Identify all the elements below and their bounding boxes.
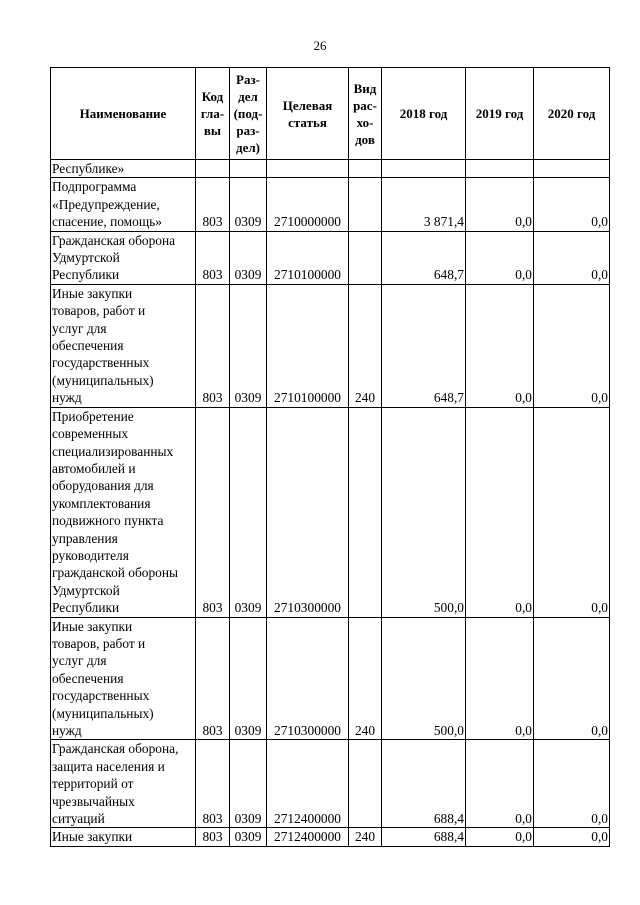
row-value-2020: 0,0 (534, 828, 610, 846)
text-line: Иные закупки (52, 285, 133, 301)
row-name (51, 828, 196, 846)
row-section (230, 160, 267, 178)
row-chapter-code: 803 (196, 231, 230, 284)
text-line: защита населения и (52, 758, 165, 774)
text-line: специализированных (52, 443, 174, 459)
text-line: (под- (233, 106, 263, 121)
text-line: Удмуртской (52, 582, 120, 598)
text-line: государственных (52, 355, 150, 371)
text-line: Код (201, 89, 224, 104)
row-value-2019 (466, 160, 534, 178)
row-chapter-code (196, 160, 230, 178)
text-line: Приобретение (52, 408, 134, 424)
row-expense-type: 240 (349, 284, 382, 407)
row-expense-type (349, 160, 382, 178)
text-line: Раз- (236, 72, 260, 87)
text-line: автомобилей и (52, 460, 136, 476)
row-name (51, 178, 196, 231)
row-target-article: 2710000000 (267, 178, 349, 231)
row-chapter-code: 803 (196, 284, 230, 407)
row-section: 0309 (230, 231, 267, 284)
row-value-2020 (534, 160, 610, 178)
header-row (51, 68, 610, 160)
table-row (51, 160, 610, 178)
row-target-article: 2712400000 (267, 828, 349, 846)
row-section: 0309 (230, 617, 267, 740)
text-line: вы (203, 123, 222, 138)
table-row (51, 178, 610, 231)
row-chapter-code: 803 (196, 617, 230, 740)
row-target-article: 2712400000 (267, 740, 349, 828)
header-section (230, 68, 267, 160)
table-row (51, 231, 610, 284)
text-line: Республики (52, 267, 120, 283)
table-row (51, 284, 610, 407)
header-2020 (534, 68, 610, 160)
row-value-2020: 0,0 (534, 740, 610, 828)
row-section: 0309 (230, 178, 267, 231)
text-line: гражданской обороны (52, 565, 179, 581)
text-line: руководителя (52, 547, 129, 563)
text-line: современных (52, 426, 129, 442)
row-chapter-code: 803 (196, 407, 230, 617)
text-line: Целевая (282, 97, 333, 113)
row-name (51, 284, 196, 407)
row-chapter-code: 803 (196, 178, 230, 231)
text-line: дел) (236, 140, 260, 155)
row-name (51, 617, 196, 740)
text-line: товаров, работ и (52, 635, 146, 651)
text-line: оборудования для (52, 478, 154, 494)
text-line: обеспечения (52, 338, 124, 354)
row-target-article: 2710100000 (267, 284, 349, 407)
row-target-article: 2710100000 (267, 231, 349, 284)
text-line: Наименование (79, 106, 167, 121)
text-line: Подпрограмма (52, 179, 137, 195)
table-row (51, 617, 610, 740)
text-line: укомплектования (52, 495, 151, 511)
text-line: обеспечения (52, 670, 124, 686)
row-name (51, 231, 196, 284)
text-line: Иные закупки (52, 618, 133, 634)
row-value-2019: 0,0 (466, 231, 534, 284)
row-value-2018: 688,4 (382, 828, 466, 846)
header-chapter-code (196, 68, 230, 160)
page-number: 26 (313, 38, 327, 53)
text-line: раз- (236, 123, 260, 138)
row-value-2018 (382, 160, 466, 178)
budget-table (50, 67, 610, 847)
text-line: управления (52, 530, 118, 546)
text-line: хо- (356, 114, 374, 130)
row-expense-type (349, 407, 382, 617)
table-row (51, 407, 610, 617)
text-line: (муниципальных) (52, 705, 154, 721)
header-name (51, 68, 196, 160)
row-section: 0309 (230, 740, 267, 828)
text-line: 2020 год (547, 106, 596, 121)
row-value-2020: 0,0 (534, 231, 610, 284)
row-expense-type: 240 (349, 828, 382, 846)
text-line: Республике» (52, 161, 125, 176)
text-line: Вид (353, 80, 377, 96)
row-target-article: 2710300000 (267, 617, 349, 740)
header-2018 (382, 68, 466, 160)
text-line: территорий от (52, 776, 134, 792)
row-expense-type (349, 178, 382, 231)
text-line: (муниципальных) (52, 372, 154, 388)
text-line: услуг для (52, 653, 107, 669)
text-line: Иные закупки (52, 829, 133, 845)
text-line: Удмуртской (52, 250, 120, 266)
row-expense-type (349, 740, 382, 828)
row-value-2019: 0,0 (466, 828, 534, 846)
text-line: дов (355, 131, 375, 147)
row-value-2019: 0,0 (466, 407, 534, 617)
row-value-2018: 648,7 (382, 284, 466, 407)
table-row (51, 828, 610, 846)
text-line: дел (238, 89, 258, 104)
row-value-2019: 0,0 (466, 740, 534, 828)
row-value-2020: 0,0 (534, 407, 610, 617)
text-line: Республики (52, 600, 120, 616)
text-line: чрезвычайных (52, 793, 135, 809)
row-value-2018: 500,0 (382, 617, 466, 740)
row-expense-type (349, 231, 382, 284)
text-line: 2018 год (399, 106, 448, 121)
text-line: Гражданская оборона (52, 232, 176, 248)
header-target-article (267, 68, 349, 160)
row-chapter-code: 803 (196, 740, 230, 828)
row-value-2018: 500,0 (382, 407, 466, 617)
row-name (51, 160, 196, 178)
text-line: спасение, помощь» (52, 214, 162, 230)
row-value-2019: 0,0 (466, 617, 534, 740)
row-section: 0309 (230, 407, 267, 617)
text-line: ситуаций (52, 811, 105, 827)
row-value-2018: 3 871,4 (382, 178, 466, 231)
text-line: гла- (200, 106, 225, 121)
row-section: 0309 (230, 284, 267, 407)
row-value-2019: 0,0 (466, 284, 534, 407)
row-value-2019: 0,0 (466, 178, 534, 231)
row-value-2018: 688,4 (382, 740, 466, 828)
text-line: нужд (52, 390, 82, 406)
text-line: «Предупреждение, (52, 196, 160, 212)
header-2019 (466, 68, 534, 160)
text-line: государственных (52, 688, 150, 704)
text-line: подвижного пункта (52, 513, 164, 529)
text-line: услуг для (52, 320, 107, 336)
text-line: 2019 год (475, 106, 524, 121)
row-name (51, 407, 196, 617)
text-line: рас- (353, 97, 377, 113)
header-expense-type (349, 68, 382, 160)
row-target-article: 2710300000 (267, 407, 349, 617)
text-line: статья (288, 114, 327, 130)
row-value-2018: 648,7 (382, 231, 466, 284)
row-value-2020: 0,0 (534, 284, 610, 407)
table-row (51, 740, 610, 828)
row-name (51, 740, 196, 828)
row-expense-type: 240 (349, 617, 382, 740)
row-value-2020: 0,0 (534, 178, 610, 231)
text-line: товаров, работ и (52, 303, 146, 319)
row-value-2020: 0,0 (534, 617, 610, 740)
text-line: нужд (52, 723, 82, 738)
row-chapter-code: 803 (196, 828, 230, 846)
row-section: 0309 (230, 828, 267, 846)
text-line: Гражданская оборона, (52, 741, 179, 757)
row-target-article (267, 160, 349, 178)
